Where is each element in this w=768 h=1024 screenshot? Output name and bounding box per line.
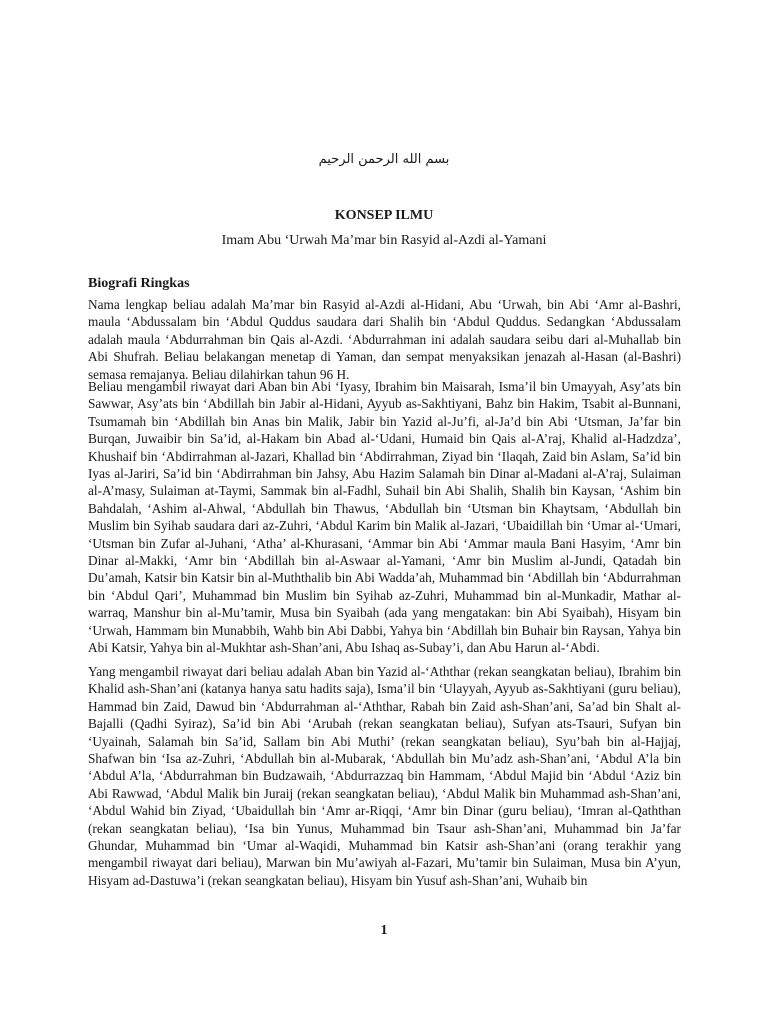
page-number: 1 (380, 923, 388, 938)
paragraph-teachers: Beliau mengambil riwayat dari Aban bin Abi ‘Iyasy, Ibrahim bin Maisarah, Isma’il bin Umayyah, Asy’ats bin Sawwar, Asy’ats bin ‘Abdillah bin Jabir al-Hidani, Ayyub as-Sakhtiyani, Bahz bin Hakim, Tsabit al-Bunnani, Tsumamah bin ‘Abdillah bin Anas bin Malik, Jabir bin Yazid al-Ju’fi, al-Ja’d bin Abi ‘Utsman, Ja’far bin Burqan, Juwaibir bin Sa’id, al-Hakam bin Abad al-‘Udani, Humaid bin Qais al-A’raj, Khalid al-Hadzdza’, Khushaif bin ‘Abdirrahman al-Jazari, Khallad bin ‘Abdirrahman, Ziyad bin ‘Ilaqah, Zaid bin Aslam, Sa’id bin Iyas al-Jariri, Sa’id bin ‘Abdirrahman bin Jahsy, Abu Hazim Salamah bin Dinar al-Madani al-A’raj, Sulaiman al-A’masy, Sulaiman at-Taymi, Sammak bin al-Fadhl, Suhail bin Abi Shalih, Shalih bin Kaysan, ‘Ashim bin Bahdalah, ‘Ashim al-Ahwal, ‘Abdullah bin Thawus, ‘Abdullah bin ‘Utsman bin Khaytsam, ‘Abdullah bin Muslim bin Syihab saudara dari az-Zuhri, ‘Abdul Karim bin Malik al-Jazari, ‘Ubaidillah bin ‘Umar al-‘Umari, ‘Utsman bin Zufar al-Juhani, ‘Atha’ al-Khurasani, ‘Ammar bin Abi ‘Ammar maula Bani Hasyim, ‘Amr bin Dinar al-Makki, ‘Amr bin ‘Abdillah bin al-Aswaar al-Yamani, ‘Amr bin Muslim al-Jundi, Qatadah bin Du’amah, Katsir bin Katsir bin al-Muththalib bin Abi Wadda’ah, Muhammad bin ‘Abdillah bin ‘Abdurrahman bin ‘Abdul Qari’, Muhammad bin Muslim bin Syihab az-Zuhri, Muhammad bin al-Munkadir, Mathar al-warraq, Manshur bin al-Mu’tamir, Musa bin Syaibah (ada yang mengatakan: bin Abi Syaibah), Hisyam bin ‘Urwah, Hammam bin Munabbih, Wahb bin Abi Dabbi, Yahya bin ‘Abdillah bin Buhair bin Raysan, Yahya bin Abi Katsir, Yahya bin al-Mukhtar ash-Shan’ani, Abu Ishaq as-Subay’i, dan Abu Harun al-‘Abdi. (88, 379, 681, 656)
paragraph-students: Yang mengambil riwayat dari beliau adalah Aban bin Yazid al-‘Aththar (rekan seangkatan beliau), Ibrahim bin Khalid ash-Shan’ani (katanya hanya satu hadits saja), Isma’il bin ‘Ulayyah, Ayyub as-Sakhtiyani (guru beliau), Hammad bin Zaid, Dawud bin ‘Abdurrahman al-‘Aththar, Rabah bin Zaid ash-Shan’ani, Sa’ad bin Shalt al-Bajalli (Qadhi Syiraz), Sa’id bin Abi ‘Arubah (rekan seangkatan beliau), Sufyan ats-Tsauri, Sufyan bin ‘Uyainah, Salamah bin Sa’id, Sallam bin Abi Muthi’ (rekan seangkatan beliau), Syu’bah bin al-Hajjaj, Shafwan bin ‘Isa az-Zuhri, ‘Abdullah bin al-Mubarak, ‘Abdullah bin Mu’adz ash-Shan’ani, ‘Abdul A’la bin ‘Abdul A’la, ‘Abdurrahman bin Budzawaih, ‘Abdurrazzaq bin Hammam, ‘Abdul Majid bin ‘Abdul ‘Aziz bin Abi Rawwad, ‘Abdul Malik bin Juraij (rekan seangkatan beliau), ‘Abdul Malik bin Muhammad ash-Shan’ani, ‘Abdul Wahid bin Ziyad, ‘Ubaidullah bin ‘Amr ar-Riqqi, ‘Amr bin Dinar (guru beliau), ‘Imran al-Qaththan (rekan seangkatan beliau), ‘Isa bin Yunus, Muhammad bin Tsaur ash-Shan’ani, Muhammad bin Ja’far Ghundar, Muhammad bin ‘Umar al-Waqidi, Muhammad bin Katsir ash-Shan’ani (orang terakhir yang mengambil riwayat dari beliau), Marwan bin Mu’awiyah al-Fazari, Mu’tamir bin Sulaiman, Musa bin A’yun, Hisyam ad-Dastuwa’i (rekan seangkatan beliau), Hisyam bin Yusuf ash-Shan’ani, Wuhaib bin (88, 664, 681, 888)
document-title: KONSEP ILMU (334, 208, 434, 223)
paragraph-biography: Nama lengkap beliau adalah Ma’mar bin Rasyid al-Azdi al-Hidani, Abu ‘Urwah, bin Abi ‘Amr al-Bashri, maula ‘Abdussalam bin ‘Abdul Quddus saudara dari Shalih bin ‘Abdul Quddus. Sedangkan ‘Abdussalam adalah maula ‘Abdurrahman bin Qais al-Azdi. ‘Abdurrahman ini adalah saudara seibu dari al-Muhallab bin Abi Shufrah. Beliau belakangan menetap di Yaman, dan sempat menyaksikan jenazah al-Hasan (al-Bashri) semasa remajanya. Beliau dilahirkan tahun 96 H. (88, 297, 681, 382)
bismillah-heading: بسم الله الرحمن الرحيم (318, 152, 450, 167)
section-heading: Biografi Ringkas (88, 276, 190, 291)
document-subtitle: Imam Abu ‘Urwah Ma’mar bin Rasyid al-Azdi al-Yamani (221, 233, 547, 248)
